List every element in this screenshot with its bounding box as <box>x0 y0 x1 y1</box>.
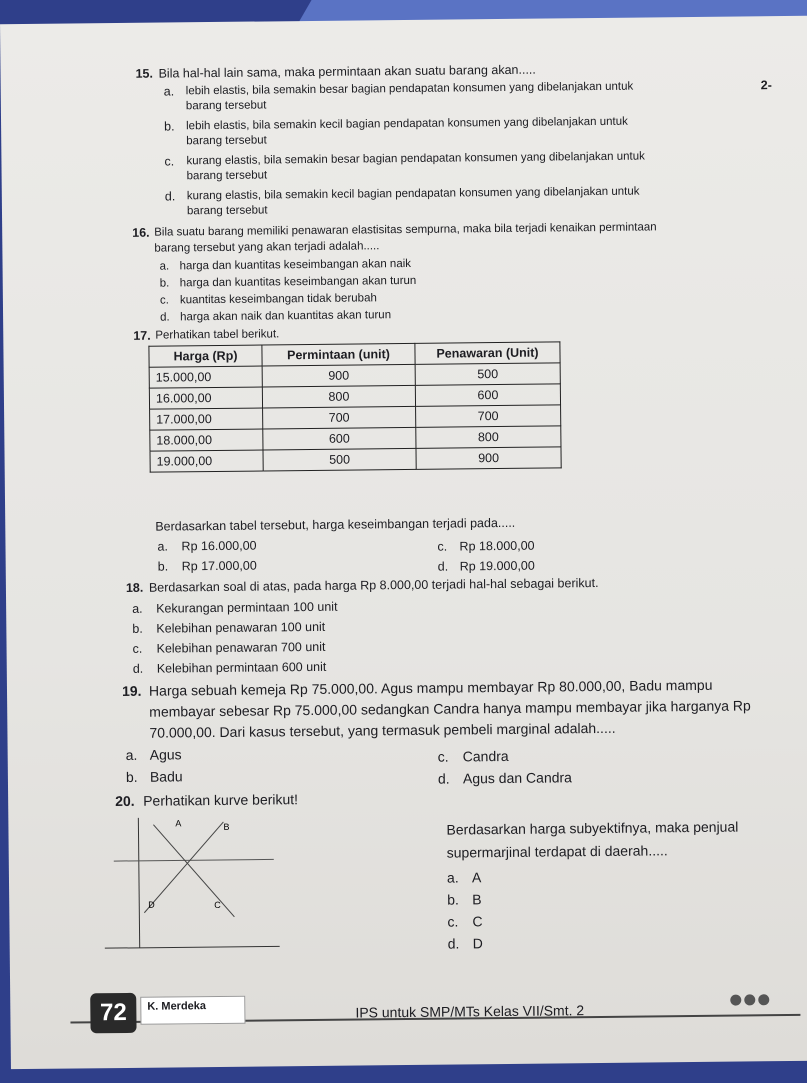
table-cell: 600 <box>415 384 560 407</box>
question-stem: Harga sebuah kemeja Rp 75.000,00. Agus mampu membayar Rp 80.000,00, Badu mampu <box>148 676 713 699</box>
option-text: barang tersebut <box>186 134 267 148</box>
option-text: lebih elastis, bila semakin kecil bagian pendapatan konsumen yang dibelanjakan untuk <box>186 115 628 133</box>
question-number: 19. <box>121 682 142 699</box>
demand-curve <box>153 821 234 918</box>
price-line <box>114 859 274 861</box>
table-cell: 500 <box>263 448 416 471</box>
option-letter: a. <box>159 260 170 273</box>
option-text: Kelebihan penawaran 700 unit <box>156 639 326 656</box>
option-letter: c. <box>437 539 448 554</box>
option-text: Rp 17.000,00 <box>181 558 257 574</box>
option-text: Rp 19.000,00 <box>459 558 535 574</box>
curve-label-c: C <box>214 899 221 911</box>
option-text: A <box>471 869 482 886</box>
option-text: Agus <box>149 746 182 763</box>
question-text: supermarjinal terdapat di daerah..... <box>446 842 668 861</box>
option-letter: b. <box>157 559 169 574</box>
curve-label-a: A <box>175 818 182 829</box>
option-text: C <box>472 913 483 930</box>
option-text: B <box>472 891 482 908</box>
question-number: 16. <box>132 225 150 240</box>
option-letter: d. <box>447 935 460 952</box>
option-letter: d. <box>164 189 176 204</box>
table-header: Permintaan (unit) <box>262 343 415 366</box>
textbook-page <box>0 16 807 1069</box>
option-text: barang tersebut <box>185 99 267 113</box>
question-number: 17. <box>133 328 151 343</box>
option-letter: d. <box>160 311 170 324</box>
table-cell: 16.000,00 <box>149 387 262 409</box>
question-stem: 70.000,00. Dari kasus tersebut, yang termasuk pembeli marginal adalah..... <box>149 719 616 741</box>
decorative-dot-icon <box>730 995 741 1006</box>
question-stem: Bila hal-hal lain sama, maka permintaan akan suatu barang akan..... <box>158 62 536 81</box>
option-letter: c. <box>447 913 459 930</box>
option-text: kuantitas keseimbangan tidak berubah <box>179 292 377 307</box>
y-axis <box>138 818 139 948</box>
option-letter: a. <box>125 746 138 763</box>
option-text: Agus dan Candra <box>462 769 572 787</box>
decorative-dot-icon <box>758 994 769 1005</box>
x-axis <box>105 946 280 948</box>
table-cell: 17.000,00 <box>150 408 263 430</box>
page-number: 72 <box>90 993 136 1033</box>
table-row <box>150 447 561 472</box>
question-stem: Perhatikan kurve berikut! <box>143 791 299 809</box>
table-cell: 800 <box>262 385 415 408</box>
option-text: harga dan kuantitas keseimbangan akan naik <box>179 257 412 273</box>
option-text: Kelebihan permintaan 600 unit <box>156 659 327 676</box>
option-letter: d. <box>437 770 450 787</box>
option-letter: b. <box>125 768 138 785</box>
option-text: kurang elastis, bila semakin besar bagian pendapatan konsumen yang dibelanjakan untuk <box>186 150 645 168</box>
option-letter: c. <box>437 748 449 765</box>
table-cell: 900 <box>262 364 415 387</box>
option-text: barang tersebut <box>186 169 268 183</box>
table-cell: 800 <box>416 426 561 449</box>
question-stem: barang tersebut yang akan terjadi adalah..... <box>154 240 380 255</box>
option-letter: c. <box>159 294 169 307</box>
option-text: harga akan naik dan kuantitas akan turun <box>180 309 392 324</box>
question-stem: Perhatikan tabel berikut. <box>155 328 280 342</box>
table-header: Penawaran (Unit) <box>415 342 560 365</box>
option-letter: a. <box>163 84 175 99</box>
option-text: D <box>472 935 483 952</box>
option-letter: c. <box>164 154 175 169</box>
option-text: barang tersebut <box>186 204 268 218</box>
table-cell: 900 <box>416 447 561 470</box>
supply-curve <box>143 822 224 913</box>
page-footer <box>70 984 801 1052</box>
option-text: Rp 16.000,00 <box>181 538 257 554</box>
option-text: Candra <box>462 747 509 765</box>
side-mark: 2- <box>760 78 772 93</box>
table-header: Harga (Rp) <box>149 345 262 367</box>
option-letter: a. <box>157 539 169 554</box>
question-number: 18. <box>125 580 144 595</box>
option-letter: a. <box>446 869 459 886</box>
option-letter: b. <box>132 621 143 636</box>
table-cell: 600 <box>263 427 416 450</box>
option-text: lebih elastis, bila semakin besar bagian pendapatan konsumen yang dibelanjakan untuk <box>185 80 634 98</box>
question-text: Berdasarkan harga subyektifnya, maka penjual <box>446 818 739 838</box>
publisher-badge: K. Merdeka <box>140 996 245 1025</box>
option-text: kurang elastis, bila semakin kecil bagian pendapatan konsumen yang dibelanjakan untuk <box>186 185 640 203</box>
option-letter: a. <box>132 601 143 616</box>
decorative-dot-icon <box>744 994 755 1005</box>
table-cell: 18.000,00 <box>150 429 263 451</box>
table-cell: 700 <box>263 406 416 429</box>
table-cell: 700 <box>416 405 561 428</box>
question-text: Berdasarkan tabel tersebut, harga keseimbangan terjadi pada..... <box>155 515 516 534</box>
option-text: Kekurangan permintaan 100 unit <box>156 599 338 616</box>
book-title: IPS untuk SMP/MTs Kelas VII/Smt. 2 <box>355 1002 585 1021</box>
table-cell: 15.000,00 <box>149 366 262 388</box>
question-stem: Bila suatu barang memiliki penawaran elastisitas sempurna, maka bila terjadi kenaikan permintaan <box>154 221 657 239</box>
option-text: Kelebihan penawaran 100 unit <box>156 619 326 636</box>
price-table <box>148 341 561 472</box>
option-letter: b. <box>164 119 175 134</box>
table-cell: 19.000,00 <box>150 450 263 472</box>
option-text: harga dan kuantitas keseimbangan akan turun <box>179 274 417 290</box>
option-letter: b. <box>159 277 170 290</box>
option-letter: c. <box>132 641 143 656</box>
curve-label-b: B <box>223 821 230 832</box>
table-cell: 500 <box>415 363 560 386</box>
curve-label-d: D <box>148 899 155 910</box>
option-letter: b. <box>447 891 459 908</box>
question-number: 15. <box>135 66 154 81</box>
question-stem: membayar sebesar Rp 75.000,00 sedangkan Candra hanya mampu membayar jika harganya Rp <box>149 697 751 720</box>
supply-demand-curve <box>103 811 285 973</box>
option-letter: d. <box>437 559 449 574</box>
question-number: 20. <box>115 792 135 810</box>
option-letter: d. <box>132 661 144 676</box>
option-text: Badu <box>149 768 183 785</box>
option-text: Rp 18.000,00 <box>459 538 535 554</box>
question-stem: Berdasarkan soal di atas, pada harga Rp 8.000,00 terjadi hal-hal sebagai berikut. <box>148 575 599 595</box>
